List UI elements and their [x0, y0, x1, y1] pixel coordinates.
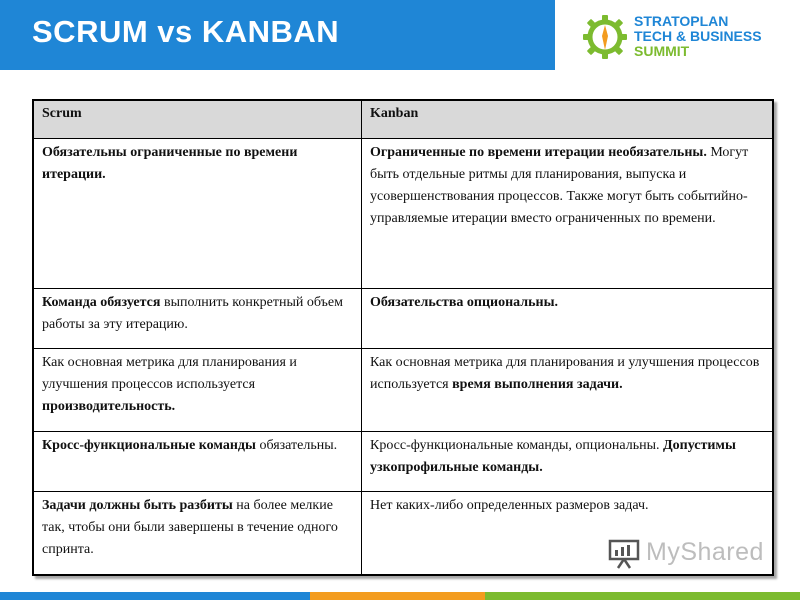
- table-header-row: [34, 101, 773, 139]
- watermark: [608, 537, 768, 571]
- cell-bold-text: Допустимы узкопрофильные команды.: [370, 438, 736, 475]
- kanban-cell: [362, 349, 773, 432]
- cell-text: Как основная метрика для планирования и улучшения процессов используется: [370, 355, 760, 392]
- cell-bold-text: Кросс-функциональные команды: [42, 438, 256, 453]
- logo-line-2: TECH & BUSINESS: [634, 28, 762, 44]
- kanban-cell: [362, 289, 773, 349]
- scrum-cell: [34, 349, 362, 432]
- cell-bold-text: Обязательства опциональны.: [370, 295, 559, 310]
- logo-text: [634, 14, 762, 59]
- gear-icon: [582, 14, 628, 60]
- footer-bar: [0, 592, 800, 600]
- scrum-cell: [34, 139, 362, 289]
- cell-bold-text: время выполнения задачи.: [452, 377, 623, 392]
- scrum-cell: [34, 492, 362, 575]
- logo-line-3: SUMMIT: [634, 43, 690, 59]
- footer-segment-orange: [310, 592, 485, 600]
- watermark-text: MyShared: [646, 538, 764, 566]
- cell-text: выполнить конкретный объем работы за эту итерацию.: [42, 295, 343, 332]
- cell-text: Кросс-функциональные команды, опциональны.: [370, 438, 663, 453]
- header-kanban: Kanban: [362, 101, 773, 139]
- cell-text: обязательны.: [255, 438, 338, 453]
- scrum-cell: [34, 289, 362, 349]
- cell-bold-text: Задачи должны быть разбиты: [42, 498, 233, 513]
- kanban-cell: [362, 432, 773, 492]
- cell-text: Как основная метрика для планирования и улучшения процессов используется: [42, 355, 297, 392]
- table-row: [34, 349, 773, 432]
- cell-bold-text: Ограниченные по времени итерации необязательны.: [370, 145, 707, 160]
- presentation-board-icon: [608, 539, 640, 569]
- header-scrum: Scrum: [34, 101, 362, 139]
- cell-bold-text: Обязательны ограниченные по времени итерации.: [42, 145, 298, 182]
- scrum-cell: [34, 432, 362, 492]
- table-row: [34, 139, 773, 289]
- footer-segment-blue: [0, 592, 310, 600]
- kanban-cell: [362, 139, 773, 289]
- cell-bold-text: производительность.: [42, 399, 176, 414]
- cell-text: на более мелкие так, чтобы они были завершены в течение одного спринта.: [42, 498, 338, 557]
- page-title: SCRUM vs KANBAN: [32, 14, 340, 49]
- cell-text: Нет каких-либо определенных размеров задач.: [370, 498, 649, 513]
- cell-text: Могут быть отдельные ритмы для планирования, выпуска и усовершенствования процессов. Также могут быть событийно-управляемые итерации вместо ограниченных по времени.: [370, 145, 749, 226]
- comparison-table: [32, 99, 774, 576]
- title-bar: [0, 0, 555, 70]
- summit-logo: [582, 14, 782, 60]
- table-row: [34, 289, 773, 349]
- table-row: [34, 432, 773, 492]
- cell-bold-text: Команда обязуется: [42, 295, 161, 310]
- logo-line-1: STRATOPLAN: [634, 13, 729, 29]
- footer-segment-green: [485, 592, 800, 600]
